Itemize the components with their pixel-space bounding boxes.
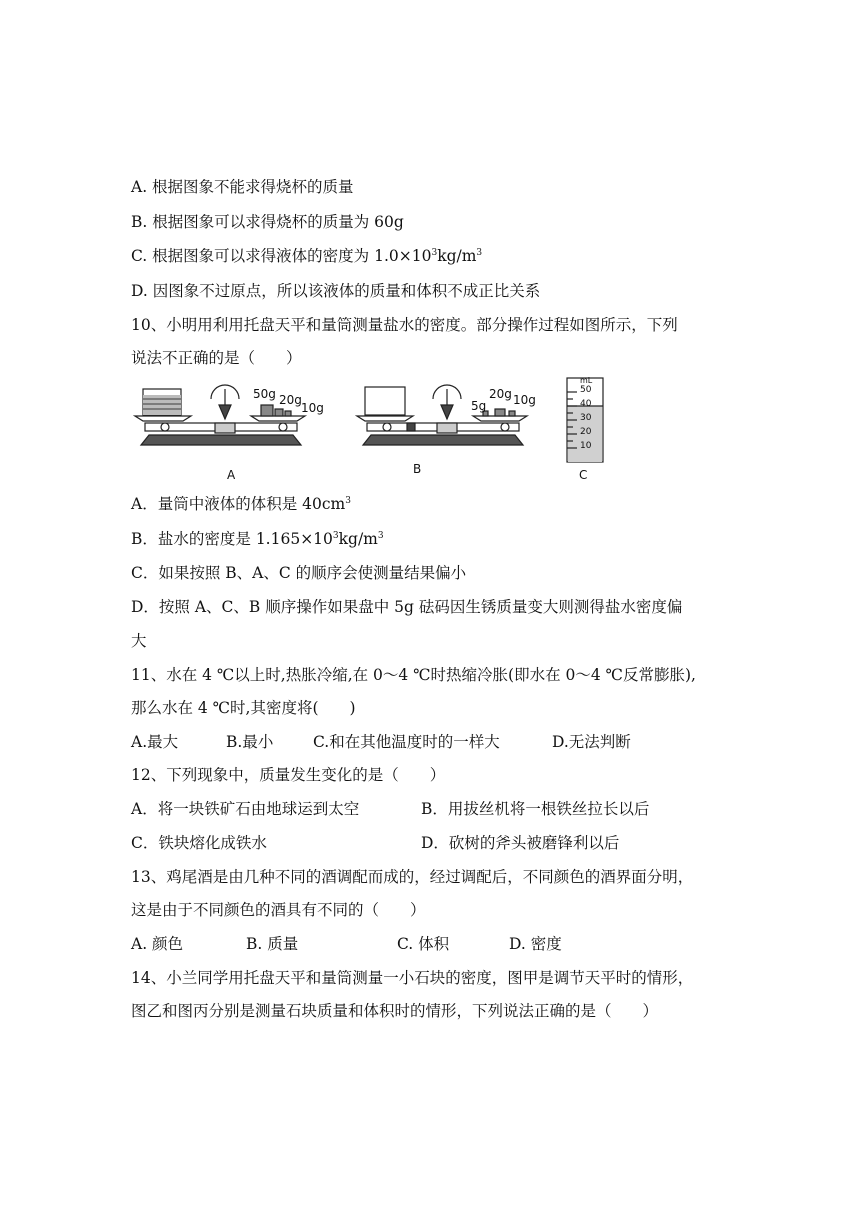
q11-stem-line1: 11、水在 4 ℃以上时,热胀冷缩,在 0～4 ℃时热缩冷胀(即水在 0～4 ℃反常膨胀), (131, 666, 696, 684)
q10-option-d-line2: 大 (131, 632, 147, 650)
q13-option-b: B. 质量 (246, 935, 299, 953)
q10-stem-line1: 10、小明用利用托盘天平和量筒测量盐水的密度。部分操作过程如图所示，下列 (131, 316, 678, 334)
q12-option-d: D．砍树的斧头被磨锋利以后 (421, 834, 620, 852)
q12-option-b: B．用拔丝机将一根铁丝拉长以后 (421, 800, 650, 818)
q13-option-c: C. 体积 (397, 935, 450, 953)
cylinder-tick-20: 20 (580, 427, 592, 437)
figure-b-label: B (413, 462, 422, 476)
q9-option-c: C. 根据图象可以求得液体的密度为 $1.0\times 10^3kg/m^3$ (131, 247, 483, 265)
weight-label-10g: 10g (301, 401, 324, 415)
weight-label-20g: 20g (279, 393, 302, 407)
q9-option-b: B. 根据图象可以求得烧杯的质量为 60g (131, 213, 404, 231)
q10-option-a: A．量筒中液体的体积是 $40cm^3$ (131, 495, 351, 513)
q12-stem: 12、下列现象中，质量发生变化的是（ ） (131, 766, 446, 784)
q10-option-b: B．盐水的密度是 $1.165\times 10^3kg/m^3$ (131, 530, 384, 548)
cylinder-tick-50: 50 (580, 385, 592, 395)
balance-figure-b (355, 379, 536, 461)
cylinder-unit-label: mL (580, 376, 593, 385)
figure-c-label: C (579, 468, 588, 482)
q13-option-a: A. 颜色 (131, 935, 184, 953)
weight-label-5g: 5g (471, 399, 487, 413)
q11-stem-line2: 那么水在 4 ℃时,其密度将( ) (131, 699, 356, 717)
q11-option-a: A.最大 (131, 733, 179, 751)
q14-stem-line2: 图乙和图丙分别是测量石块质量和体积时的情形，下列说法正确的是（ ） (131, 1002, 659, 1020)
q14-stem-line1: 14、小兰同学用托盘天平和量筒测量一小石块的密度，图甲是调节天平时的情形， (131, 969, 694, 987)
graduated-cylinder-figure (563, 376, 609, 466)
q10-stem-line2: 说法不正确的是（ ） (131, 349, 302, 367)
q11-option-d: D.无法判断 (552, 733, 631, 751)
cylinder-tick-10: 10 (580, 441, 592, 451)
q11-option-b: B.最小 (226, 733, 274, 751)
cylinder-tick-40: 40 (580, 399, 592, 409)
weight-label-50g: 50g (253, 387, 276, 401)
q13-stem-line1: 13、鸡尾酒是由几种不同的酒调配而成的，经过调配后，不同颜色的酒界面分明， (131, 868, 694, 886)
figure-a-label: A (227, 468, 236, 482)
q10-option-c: C．如果按照 B、A、C 的顺序会使测量结果偏小 (131, 564, 467, 582)
cylinder-tick-30: 30 (580, 413, 592, 423)
q12-option-a: A．将一块铁矿石由地球运到太空 (131, 800, 360, 818)
q13-option-d: D. 密度 (509, 935, 562, 953)
q11-option-c: C.和在其他温度时的一样大 (313, 733, 500, 751)
balance-figure-a (133, 379, 324, 461)
q10-option-d-line1: D．按照 A、C、B 顺序操作如果盘中 5g 砝码因生锈质量变大则测得盐水密度偏 (131, 598, 683, 616)
q13-stem-line2: 这是由于不同颜色的酒具有不同的（ ） (131, 901, 426, 919)
q12-option-c: C．铁块熔化成铁水 (131, 834, 267, 852)
weight-label-10g-b: 10g (513, 393, 536, 407)
weight-label-20g-b: 20g (489, 387, 512, 401)
q9-option-d: D. 因图象不过原点，所以该液体的质量和体积不成正比关系 (131, 282, 541, 300)
q9-option-a: A. 根据图象不能求得烧杯的质量 (131, 178, 354, 196)
